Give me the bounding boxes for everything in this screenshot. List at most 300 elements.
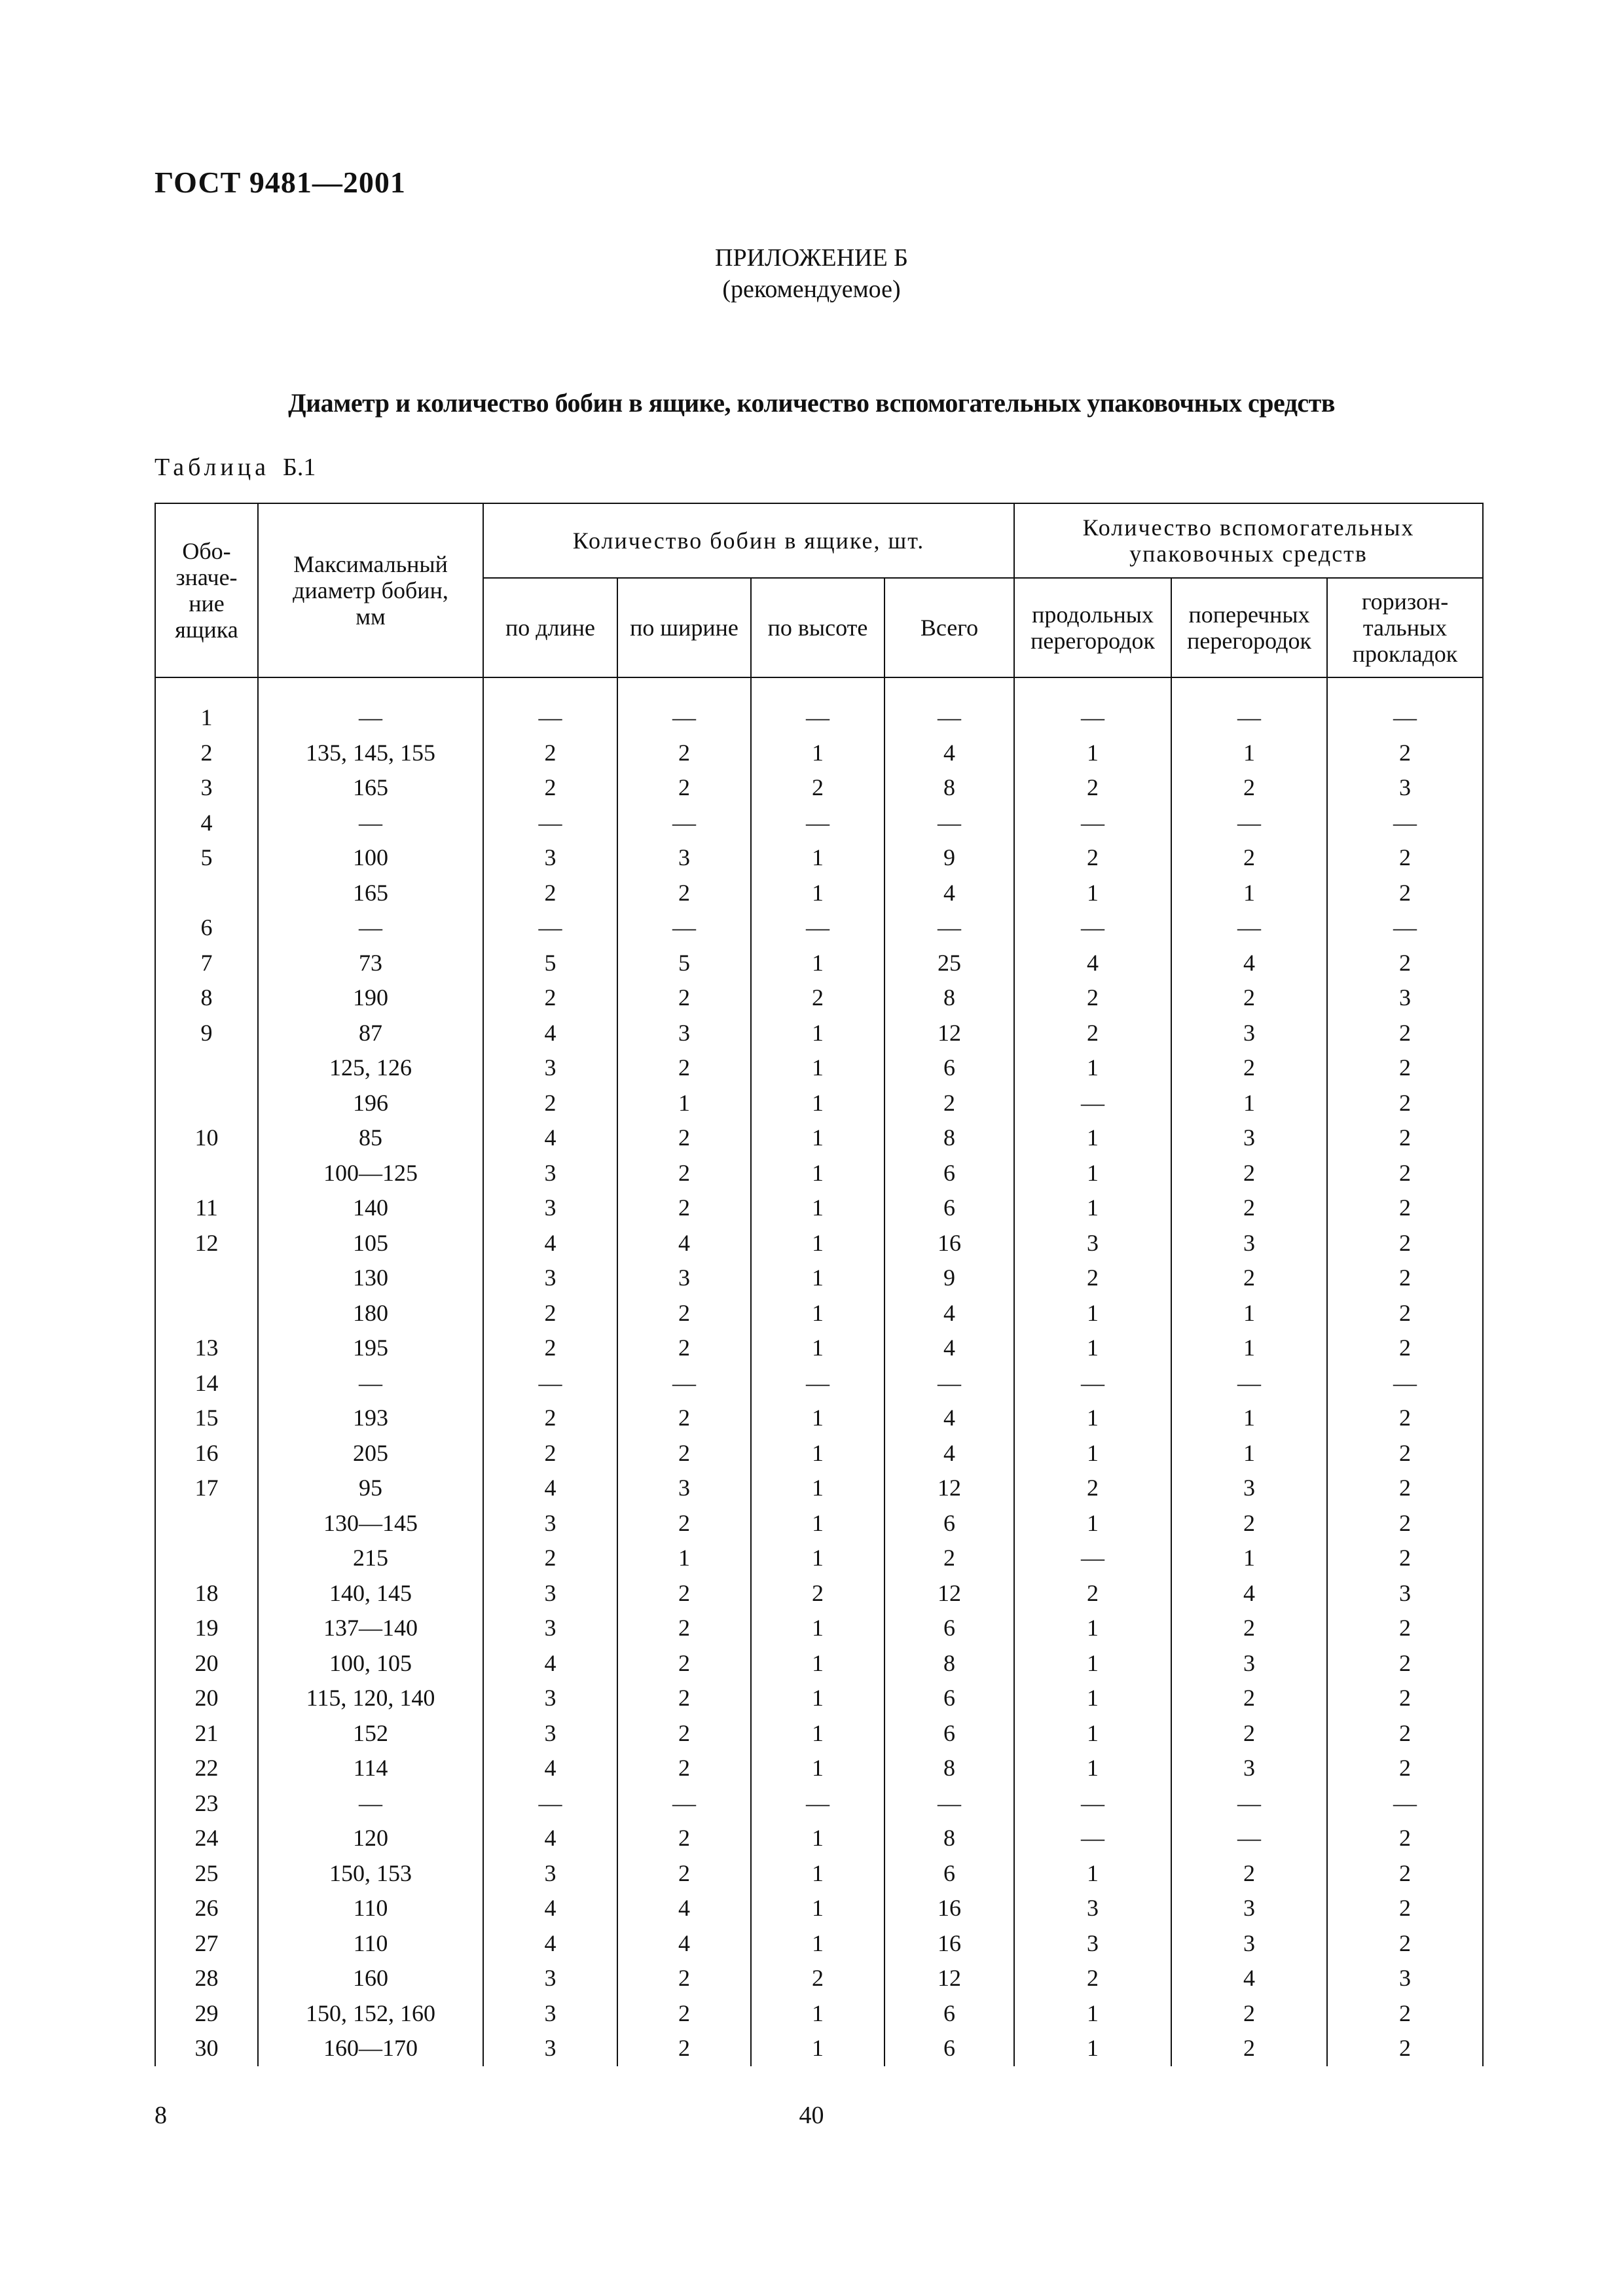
cell-total: 6 bbox=[884, 1611, 1014, 1646]
cell-total: 6 bbox=[884, 1156, 1014, 1191]
cell-max-diameter: 120 bbox=[258, 1821, 483, 1856]
cell-max-diameter: 110 bbox=[258, 1891, 483, 1926]
table-row bbox=[155, 876, 1483, 911]
cell-longitudinal: 3 bbox=[1014, 1891, 1171, 1926]
cell-longitudinal: — bbox=[1014, 1786, 1171, 1821]
cell-max-diameter: 137—140 bbox=[258, 1611, 483, 1646]
cell-longitudinal: 2 bbox=[1014, 840, 1171, 876]
cell-longitudinal: 1 bbox=[1014, 1681, 1171, 1716]
table-row bbox=[155, 910, 1483, 946]
cell-longitudinal: 2 bbox=[1014, 1016, 1171, 1051]
cell-by-length: 3 bbox=[483, 1611, 617, 1646]
cell-by-length: 5 bbox=[483, 946, 617, 981]
cell-max-diameter: 160 bbox=[258, 1961, 483, 1996]
cell-transverse: 4 bbox=[1171, 946, 1327, 981]
cell-transverse: 2 bbox=[1171, 1156, 1327, 1191]
document-heading: Диаметр и количество бобин в ящике, количество вспомогательных упаковочных средств bbox=[288, 388, 1335, 418]
cell-by-height: 2 bbox=[751, 980, 884, 1016]
cell-by-length: 2 bbox=[483, 1296, 617, 1331]
cell-by-height: 1 bbox=[751, 1226, 884, 1261]
cell-designation: 7 bbox=[155, 946, 258, 981]
cell-max-diameter: 87 bbox=[258, 1016, 483, 1051]
cell-designation: 17 bbox=[155, 1471, 258, 1506]
cell-transverse: 1 bbox=[1171, 1086, 1327, 1121]
cell-transverse: — bbox=[1171, 1821, 1327, 1856]
cell-by-width: 2 bbox=[617, 1121, 751, 1156]
cell-longitudinal: 1 bbox=[1014, 1121, 1171, 1156]
cell-transverse: — bbox=[1171, 910, 1327, 946]
cell-by-width: 2 bbox=[617, 1156, 751, 1191]
cell-max-diameter: 190 bbox=[258, 980, 483, 1016]
cell-horizontal: 2 bbox=[1327, 1856, 1483, 1892]
header-max-diameter: Максимальный диаметр бобин, мм bbox=[258, 503, 483, 677]
table-row bbox=[155, 736, 1483, 771]
cell-transverse: 3 bbox=[1171, 1226, 1327, 1261]
cell-max-diameter: 115, 120, 140 bbox=[258, 1681, 483, 1716]
cell-total: 2 bbox=[884, 1086, 1014, 1121]
cell-max-diameter: 193 bbox=[258, 1401, 483, 1436]
cell-transverse: 4 bbox=[1171, 1576, 1327, 1611]
cell-transverse: 2 bbox=[1171, 1611, 1327, 1646]
cell-max-diameter: 125, 126 bbox=[258, 1050, 483, 1086]
cell-longitudinal: 2 bbox=[1014, 1471, 1171, 1506]
cell-by-length: 2 bbox=[483, 1401, 617, 1436]
cell-by-height: 1 bbox=[751, 1926, 884, 1962]
header-group-bobbins: Количество бобин в ящике, шт. bbox=[483, 503, 1014, 578]
cell-by-height: — bbox=[751, 700, 884, 736]
cell-horizontal: 2 bbox=[1327, 1716, 1483, 1751]
cell-transverse: 2 bbox=[1171, 1856, 1327, 1892]
cell-total: 12 bbox=[884, 1471, 1014, 1506]
cell-by-width: 2 bbox=[617, 1681, 751, 1716]
cell-by-height: 1 bbox=[751, 1050, 884, 1086]
cell-max-diameter: 100 bbox=[258, 840, 483, 876]
cell-by-width: 2 bbox=[617, 876, 751, 911]
cell-longitudinal: 1 bbox=[1014, 1611, 1171, 1646]
cell-horizontal: 2 bbox=[1327, 1156, 1483, 1191]
cell-designation: 26 bbox=[155, 1891, 258, 1926]
cell-by-length: 3 bbox=[483, 1050, 617, 1086]
cell-by-height: 1 bbox=[751, 1296, 884, 1331]
cell-designation: 30 bbox=[155, 2031, 258, 2066]
cell-max-diameter: 114 bbox=[258, 1751, 483, 1786]
header-by-width: по ширине bbox=[617, 578, 751, 677]
appendix-title: ПРИЛОЖЕНИЕ Б bbox=[715, 244, 908, 272]
cell-designation: 6 bbox=[155, 910, 258, 946]
header-designation: Обо- значе- ние ящика bbox=[155, 503, 258, 677]
cell-total: 6 bbox=[884, 1716, 1014, 1751]
cell-designation: 20 bbox=[155, 1646, 258, 1681]
table-row bbox=[155, 1121, 1483, 1156]
cell-designation: 23 bbox=[155, 1786, 258, 1821]
cell-transverse: 1 bbox=[1171, 1541, 1327, 1576]
cell-total: 8 bbox=[884, 1646, 1014, 1681]
cell-by-length: 4 bbox=[483, 1646, 617, 1681]
cell-designation: 29 bbox=[155, 1996, 258, 2032]
cell-total: 6 bbox=[884, 1191, 1014, 1226]
cell-max-diameter: 150, 152, 160 bbox=[258, 1996, 483, 2032]
cell-horizontal: 2 bbox=[1327, 1331, 1483, 1366]
table-row bbox=[155, 1891, 1483, 1926]
cell-by-height: 1 bbox=[751, 1996, 884, 2032]
cell-by-height: 1 bbox=[751, 1156, 884, 1191]
cell-transverse: 2 bbox=[1171, 2031, 1327, 2066]
cell-total: 4 bbox=[884, 1436, 1014, 1471]
cell-longitudinal: 3 bbox=[1014, 1226, 1171, 1261]
cell-by-width: 2 bbox=[617, 770, 751, 806]
table-row bbox=[155, 1050, 1483, 1086]
cell-longitudinal: 1 bbox=[1014, 1716, 1171, 1751]
cell-by-length: 2 bbox=[483, 770, 617, 806]
cell-designation: 5 bbox=[155, 840, 258, 876]
cell-horizontal: 2 bbox=[1327, 1121, 1483, 1156]
cell-transverse: 2 bbox=[1171, 1681, 1327, 1716]
cell-by-height: 1 bbox=[751, 840, 884, 876]
cell-by-height: 1 bbox=[751, 1261, 884, 1296]
table-row bbox=[155, 806, 1483, 841]
cell-by-width: 3 bbox=[617, 1471, 751, 1506]
cell-max-diameter: 165 bbox=[258, 770, 483, 806]
cell-by-width: 4 bbox=[617, 1226, 751, 1261]
cell-designation bbox=[155, 1541, 258, 1576]
cell-total: 4 bbox=[884, 876, 1014, 911]
cell-horizontal: 2 bbox=[1327, 1050, 1483, 1086]
cell-by-height: 1 bbox=[751, 1751, 884, 1786]
cell-total: 4 bbox=[884, 1296, 1014, 1331]
cell-by-length: 2 bbox=[483, 980, 617, 1016]
cell-by-length: 3 bbox=[483, 1716, 617, 1751]
cell-max-diameter: 85 bbox=[258, 1121, 483, 1156]
cell-by-length: — bbox=[483, 1786, 617, 1821]
cell-by-length: 4 bbox=[483, 1471, 617, 1506]
cell-by-height: 1 bbox=[751, 876, 884, 911]
cell-total: 12 bbox=[884, 1576, 1014, 1611]
cell-by-length: 4 bbox=[483, 1891, 617, 1926]
cell-designation: 21 bbox=[155, 1716, 258, 1751]
cell-transverse: 3 bbox=[1171, 1121, 1327, 1156]
cell-by-width: 2 bbox=[617, 1856, 751, 1892]
cell-by-length: 4 bbox=[483, 1751, 617, 1786]
cell-transverse: 1 bbox=[1171, 1436, 1327, 1471]
cell-max-diameter: 140, 145 bbox=[258, 1576, 483, 1611]
cell-by-height: 1 bbox=[751, 1646, 884, 1681]
cell-longitudinal: 1 bbox=[1014, 1751, 1171, 1786]
cell-designation: 9 bbox=[155, 1016, 258, 1051]
cell-by-height: 1 bbox=[751, 1541, 884, 1576]
cell-by-length: — bbox=[483, 806, 617, 841]
cell-designation bbox=[155, 1506, 258, 1541]
table-row bbox=[155, 1296, 1483, 1331]
table-row bbox=[155, 1191, 1483, 1226]
table-row bbox=[155, 1401, 1483, 1436]
cell-by-width: 2 bbox=[617, 1996, 751, 2032]
cell-by-width: 2 bbox=[617, 1646, 751, 1681]
cell-designation: 28 bbox=[155, 1961, 258, 1996]
cell-longitudinal: 1 bbox=[1014, 1401, 1171, 1436]
cell-by-width: — bbox=[617, 910, 751, 946]
cell-designation: 27 bbox=[155, 1926, 258, 1962]
table-row bbox=[155, 1821, 1483, 1856]
cell-by-height: 1 bbox=[751, 1716, 884, 1751]
cell-longitudinal: 1 bbox=[1014, 1191, 1171, 1226]
cell-longitudinal: — bbox=[1014, 1541, 1171, 1576]
cell-by-length: 2 bbox=[483, 876, 617, 911]
cell-by-length: 3 bbox=[483, 1996, 617, 2032]
cell-designation: 15 bbox=[155, 1401, 258, 1436]
cell-longitudinal: 1 bbox=[1014, 1331, 1171, 1366]
cell-total: 4 bbox=[884, 1401, 1014, 1436]
cell-max-diameter: 100—125 bbox=[258, 1156, 483, 1191]
cell-by-length: 4 bbox=[483, 1226, 617, 1261]
cell-designation bbox=[155, 1050, 258, 1086]
header-total: Всего bbox=[884, 578, 1014, 677]
cell-by-width: 2 bbox=[617, 1716, 751, 1751]
cell-longitudinal: 1 bbox=[1014, 1156, 1171, 1191]
header-transverse: поперечных перегородок bbox=[1171, 578, 1327, 677]
cell-designation: 11 bbox=[155, 1191, 258, 1226]
cell-by-length: — bbox=[483, 1366, 617, 1401]
table-row bbox=[155, 946, 1483, 981]
cell-designation: 19 bbox=[155, 1611, 258, 1646]
table-row bbox=[155, 1156, 1483, 1191]
cell-longitudinal: 1 bbox=[1014, 876, 1171, 911]
table-row bbox=[155, 1016, 1483, 1051]
cell-horizontal: 2 bbox=[1327, 1436, 1483, 1471]
cell-by-width: 4 bbox=[617, 1926, 751, 1962]
cell-by-height: 1 bbox=[751, 1471, 884, 1506]
cell-by-length: 3 bbox=[483, 1856, 617, 1892]
table-row bbox=[155, 1576, 1483, 1611]
cell-total: 16 bbox=[884, 1226, 1014, 1261]
header-horizontal: горизон- тальных прокладок bbox=[1327, 578, 1483, 677]
cell-by-height: — bbox=[751, 806, 884, 841]
cell-horizontal: 2 bbox=[1327, 1541, 1483, 1576]
cell-transverse: 2 bbox=[1171, 1506, 1327, 1541]
cell-horizontal: 3 bbox=[1327, 1576, 1483, 1611]
cell-horizontal: — bbox=[1327, 1786, 1483, 1821]
cell-transverse: 2 bbox=[1171, 980, 1327, 1016]
cell-designation: 4 bbox=[155, 806, 258, 841]
cell-by-length: 3 bbox=[483, 1191, 617, 1226]
table-row bbox=[155, 1716, 1483, 1751]
document-code: ГОСТ 9481—2001 bbox=[155, 166, 406, 199]
cell-horizontal: 2 bbox=[1327, 1226, 1483, 1261]
cell-horizontal: 2 bbox=[1327, 1016, 1483, 1051]
cell-designation: 25 bbox=[155, 1856, 258, 1892]
table-caption bbox=[155, 453, 316, 482]
table-row bbox=[155, 1226, 1483, 1261]
cell-total: — bbox=[884, 1786, 1014, 1821]
cell-by-length: 3 bbox=[483, 1506, 617, 1541]
cell-by-length: 3 bbox=[483, 1961, 617, 1996]
cell-max-diameter: 100, 105 bbox=[258, 1646, 483, 1681]
cell-by-width: — bbox=[617, 700, 751, 736]
cell-by-height: 1 bbox=[751, 736, 884, 771]
cell-by-width: 2 bbox=[617, 1611, 751, 1646]
table-row bbox=[155, 1611, 1483, 1646]
cell-by-height: 1 bbox=[751, 1506, 884, 1541]
table-row bbox=[155, 1961, 1483, 1996]
cell-longitudinal: 2 bbox=[1014, 1961, 1171, 1996]
cell-by-width: 3 bbox=[617, 840, 751, 876]
cell-longitudinal: 1 bbox=[1014, 1050, 1171, 1086]
cell-horizontal: 2 bbox=[1327, 2031, 1483, 2066]
cell-transverse: 3 bbox=[1171, 1751, 1327, 1786]
cell-designation bbox=[155, 1296, 258, 1331]
cell-designation: 16 bbox=[155, 1436, 258, 1471]
cell-total: 2 bbox=[884, 1541, 1014, 1576]
cell-by-length: 2 bbox=[483, 1436, 617, 1471]
cell-horizontal: 2 bbox=[1327, 1611, 1483, 1646]
page-number-center: 40 bbox=[799, 2102, 824, 2129]
cell-total: 4 bbox=[884, 736, 1014, 771]
cell-by-height: 1 bbox=[751, 1611, 884, 1646]
cell-longitudinal: 1 bbox=[1014, 1296, 1171, 1331]
header-by-length: по длине bbox=[483, 578, 617, 677]
cell-transverse: 2 bbox=[1171, 1996, 1327, 2032]
cell-longitudinal: 2 bbox=[1014, 770, 1171, 806]
cell-total: 6 bbox=[884, 1856, 1014, 1892]
cell-by-width: 2 bbox=[617, 1751, 751, 1786]
cell-horizontal: 2 bbox=[1327, 1506, 1483, 1541]
cell-designation bbox=[155, 1086, 258, 1121]
table-row bbox=[155, 700, 1483, 736]
cell-transverse: — bbox=[1171, 700, 1327, 736]
cell-max-diameter: — bbox=[258, 1786, 483, 1821]
cell-by-height: 2 bbox=[751, 1961, 884, 1996]
cell-longitudinal: 1 bbox=[1014, 1856, 1171, 1892]
cell-designation: 3 bbox=[155, 770, 258, 806]
table-row bbox=[155, 1331, 1483, 1366]
cell-by-width: 2 bbox=[617, 736, 751, 771]
cell-total: 25 bbox=[884, 946, 1014, 981]
table-caption-label: Таблица bbox=[155, 454, 270, 481]
cell-by-width: 2 bbox=[617, 1296, 751, 1331]
cell-total: — bbox=[884, 1366, 1014, 1401]
cell-transverse: 1 bbox=[1171, 736, 1327, 771]
cell-total: 6 bbox=[884, 1681, 1014, 1716]
cell-by-length: 3 bbox=[483, 1576, 617, 1611]
cell-transverse: — bbox=[1171, 1366, 1327, 1401]
cell-designation: 20 bbox=[155, 1681, 258, 1716]
cell-by-width: 1 bbox=[617, 1541, 751, 1576]
cell-max-diameter: 180 bbox=[258, 1296, 483, 1331]
cell-designation bbox=[155, 1156, 258, 1191]
cell-by-length: 2 bbox=[483, 1541, 617, 1576]
table-row bbox=[155, 840, 1483, 876]
cell-by-length: — bbox=[483, 910, 617, 946]
header-group-aux: Количество вспомогательных упаковочных средств bbox=[1014, 503, 1483, 578]
cell-horizontal: 2 bbox=[1327, 1751, 1483, 1786]
cell-by-width: 2 bbox=[617, 1821, 751, 1856]
cell-max-diameter: 73 bbox=[258, 946, 483, 981]
cell-total: — bbox=[884, 806, 1014, 841]
bobbin-table bbox=[155, 503, 1484, 2066]
cell-by-length: 3 bbox=[483, 1261, 617, 1296]
table-row bbox=[155, 1996, 1483, 2032]
cell-horizontal: 2 bbox=[1327, 1681, 1483, 1716]
cell-max-diameter: 110 bbox=[258, 1926, 483, 1962]
cell-transverse: 2 bbox=[1171, 840, 1327, 876]
cell-total: 12 bbox=[884, 1016, 1014, 1051]
cell-longitudinal: — bbox=[1014, 910, 1171, 946]
cell-designation: 13 bbox=[155, 1331, 258, 1366]
cell-by-width: 1 bbox=[617, 1086, 751, 1121]
cell-transverse: 3 bbox=[1171, 1926, 1327, 1962]
cell-by-length: 2 bbox=[483, 1086, 617, 1121]
cell-longitudinal: 2 bbox=[1014, 1261, 1171, 1296]
table-row bbox=[155, 1786, 1483, 1821]
cell-by-height: 1 bbox=[751, 1191, 884, 1226]
cell-by-width: 2 bbox=[617, 1436, 751, 1471]
cell-by-width: — bbox=[617, 806, 751, 841]
cell-max-diameter: 130—145 bbox=[258, 1506, 483, 1541]
table-row bbox=[155, 1541, 1483, 1576]
cell-by-width: 2 bbox=[617, 980, 751, 1016]
cell-max-diameter: 215 bbox=[258, 1541, 483, 1576]
table-row bbox=[155, 1681, 1483, 1716]
cell-designation: 22 bbox=[155, 1751, 258, 1786]
cell-by-height: — bbox=[751, 910, 884, 946]
cell-transverse: 4 bbox=[1171, 1961, 1327, 1996]
table-body bbox=[155, 677, 1483, 2066]
cell-by-height: 1 bbox=[751, 1821, 884, 1856]
cell-designation: 18 bbox=[155, 1576, 258, 1611]
table-spacer-row bbox=[155, 677, 1483, 700]
cell-total: — bbox=[884, 700, 1014, 736]
cell-transverse: 1 bbox=[1171, 1331, 1327, 1366]
cell-total: 16 bbox=[884, 1891, 1014, 1926]
cell-designation: 10 bbox=[155, 1121, 258, 1156]
cell-by-width: 5 bbox=[617, 946, 751, 981]
appendix-block bbox=[0, 242, 1623, 305]
cell-horizontal: 2 bbox=[1327, 946, 1483, 981]
cell-longitudinal: 4 bbox=[1014, 946, 1171, 981]
header-longitudinal: продольных перегородок bbox=[1014, 578, 1171, 677]
cell-longitudinal: — bbox=[1014, 806, 1171, 841]
cell-by-length: 4 bbox=[483, 1121, 617, 1156]
cell-total: 8 bbox=[884, 1821, 1014, 1856]
cell-horizontal: — bbox=[1327, 700, 1483, 736]
cell-longitudinal: — bbox=[1014, 1086, 1171, 1121]
cell-designation: 1 bbox=[155, 700, 258, 736]
cell-by-width: 2 bbox=[617, 1506, 751, 1541]
cell-by-length: 4 bbox=[483, 1821, 617, 1856]
cell-designation bbox=[155, 1261, 258, 1296]
cell-longitudinal: 2 bbox=[1014, 1576, 1171, 1611]
cell-by-width: 2 bbox=[617, 1050, 751, 1086]
cell-by-length: — bbox=[483, 700, 617, 736]
cell-by-height: — bbox=[751, 1786, 884, 1821]
cell-by-height: 1 bbox=[751, 1436, 884, 1471]
cell-horizontal: 3 bbox=[1327, 1961, 1483, 1996]
cell-total: 8 bbox=[884, 1751, 1014, 1786]
cell-by-width: 2 bbox=[617, 2031, 751, 2066]
cell-by-width: 3 bbox=[617, 1261, 751, 1296]
table-row bbox=[155, 1086, 1483, 1121]
table-row bbox=[155, 1506, 1483, 1541]
cell-by-height: 2 bbox=[751, 770, 884, 806]
cell-transverse: 3 bbox=[1171, 1646, 1327, 1681]
cell-total: 12 bbox=[884, 1961, 1014, 1996]
cell-total: 6 bbox=[884, 1506, 1014, 1541]
cell-horizontal: — bbox=[1327, 806, 1483, 841]
cell-horizontal: 2 bbox=[1327, 1646, 1483, 1681]
cell-by-height: 1 bbox=[751, 1121, 884, 1156]
table-row bbox=[155, 1471, 1483, 1506]
table-row bbox=[155, 1261, 1483, 1296]
cell-by-width: 2 bbox=[617, 1576, 751, 1611]
